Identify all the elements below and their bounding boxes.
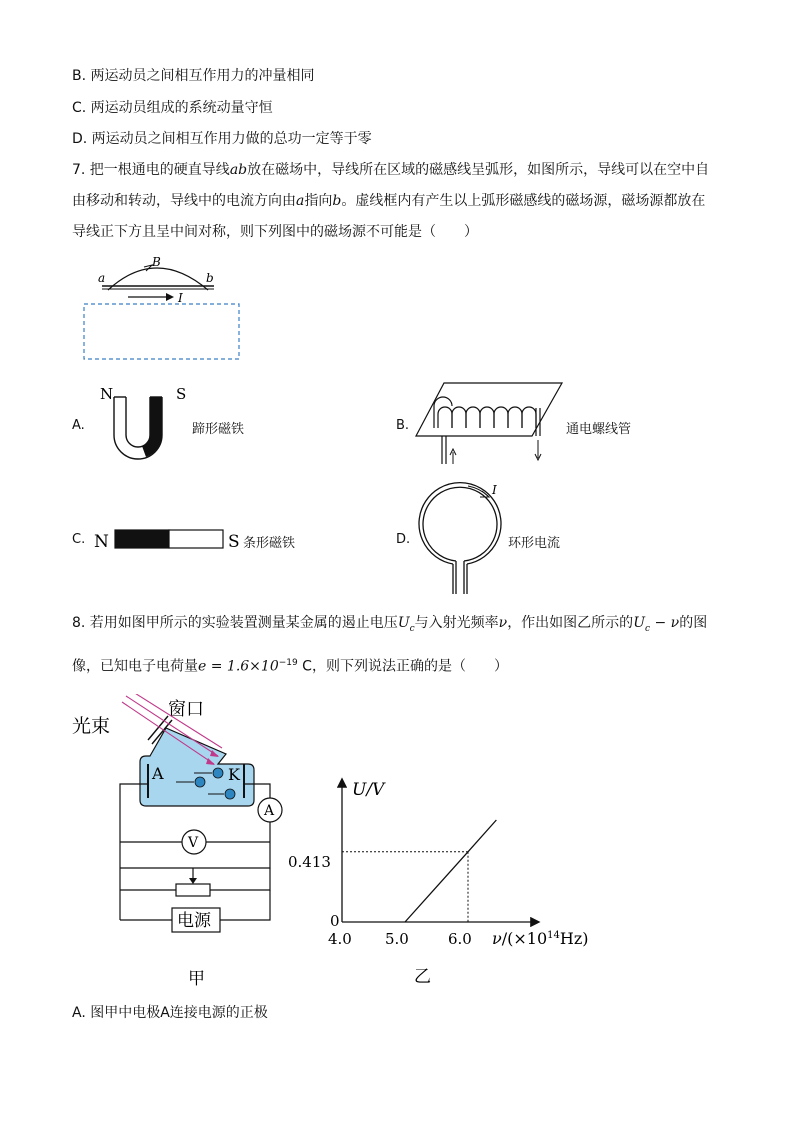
north-pole-label: N (94, 532, 109, 552)
q6-option-c[interactable]: C. 两运动员组成的系统动量守恒 (72, 100, 273, 116)
south-pole-label: S (176, 385, 186, 403)
x-tick-label: 5.0 (385, 930, 409, 948)
var-a: a (296, 193, 305, 209)
q7-option-d-letter[interactable]: D. (396, 532, 411, 547)
x-axis-symbol: ν (492, 929, 502, 948)
current-loop-icon (410, 478, 510, 596)
figure-yi-caption: 乙 (414, 967, 431, 987)
north-pole-label: N (100, 385, 114, 403)
x-axis-unit: /(×10 (501, 929, 548, 948)
var-uc: U (633, 615, 645, 631)
q8-stem-line1 (72, 613, 707, 639)
q7-option-c-caption: 条形磁铁 (243, 536, 296, 551)
q8-text: ，则下列说法正确的是（ ） (311, 658, 508, 675)
label-b: b (206, 271, 214, 285)
q7-text: 指向 (304, 193, 333, 209)
light-beam-label: 光束 (72, 715, 111, 737)
q8-text: 像，已知电子电荷量 (72, 658, 198, 675)
q7-text: 由移动和转动，导线中的电流方向由 (72, 193, 296, 209)
power-source-label: 电源 (177, 911, 211, 931)
dashed-box (84, 304, 239, 359)
var-uc: U (397, 615, 410, 631)
q7-option-b-letter[interactable]: B. (396, 418, 410, 433)
label-I: I (178, 291, 183, 305)
uc-nu-chart (280, 770, 610, 990)
q7-text: 。虚线框内有产生以上弧形磁感线的磁场源，磁场源都放在 (341, 193, 706, 209)
ammeter-label: A (264, 803, 275, 819)
q7-stem-line3: 导线正下方且呈中间对称，则下列图中的磁场源不可能是（ ） (72, 224, 478, 240)
q7-option-a-caption: 蹄形磁铁 (192, 422, 245, 437)
south-pole-label: S (228, 532, 240, 552)
charge-value: e = 1.6×10 (198, 658, 279, 675)
x-tick-label: 6.0 (448, 930, 472, 948)
var-uc-sub: c (409, 623, 415, 634)
x-tick-label: 4.0 (328, 930, 352, 948)
var-nu: ν (498, 615, 508, 631)
anode-label: A (152, 764, 164, 783)
q6-option-b[interactable]: B. 两运动员之间相互作用力的冲量相同 (72, 68, 315, 84)
y-axis-label: U/V (352, 780, 385, 800)
var-nu: − ν (650, 615, 680, 631)
solenoid-icon (412, 378, 564, 470)
var-uc-sub: c (645, 623, 651, 634)
data-line (405, 820, 496, 922)
charge-unit: C (297, 658, 312, 675)
q7-stem-line1 (72, 160, 709, 180)
origin-label: 0 (330, 912, 340, 930)
q8-text: 8. 若用如图甲所示的实验装置测量某金属的遏止电压 (72, 615, 398, 631)
charge-exponent: −19 (278, 658, 298, 668)
current-arrowhead (166, 293, 174, 301)
voltmeter-label: V (188, 835, 199, 851)
horseshoe-magnet-icon (96, 383, 186, 473)
window-label: 窗口 (168, 699, 204, 720)
q8-stem-line2 (72, 653, 508, 677)
q7-option-b-caption: 通电螺线管 (566, 422, 632, 437)
x-axis-hz: Hz) (559, 929, 589, 948)
label-a: a (98, 271, 106, 285)
q7-option-c-letter[interactable]: C. (72, 532, 86, 547)
bar-magnet-icon (90, 522, 250, 556)
q7-option-d-caption: 环形电流 (508, 536, 561, 551)
x-axis-exponent: 14 (547, 930, 560, 941)
y-tick-label: 0.413 (288, 853, 331, 871)
q8-option-a[interactable]: A. 图甲中电极A连接电源的正极 (72, 1005, 268, 1021)
cathode-label: K (228, 765, 240, 784)
figure-jia-caption: 甲 (188, 969, 205, 989)
q8-text: ，作出如图乙所示的 (507, 615, 634, 631)
var-b: b (332, 193, 342, 209)
label-I: I (492, 483, 497, 497)
q8-text: 的图 (679, 615, 708, 631)
q7-option-a-letter[interactable]: A. (72, 418, 85, 433)
wire-ab: ab (229, 162, 248, 178)
q7-wire-figure (80, 252, 250, 364)
label-B: B (152, 255, 161, 269)
photoelectric-apparatus-figure (68, 694, 298, 994)
q7-text: 放在磁场中，导线所在区域的磁感线呈弧形，如图所示，导线可以在空中自 (247, 162, 710, 178)
q6-option-d[interactable]: D. 两运动员之间相互作用力做的总功一定等于零 (72, 131, 372, 147)
x-axis-label (492, 929, 589, 948)
q7-text: 7. 把一根通电的硬直导线 (72, 162, 230, 178)
q8-text: 与入射光频率 (414, 615, 499, 631)
q7-stem-line2 (72, 191, 705, 211)
